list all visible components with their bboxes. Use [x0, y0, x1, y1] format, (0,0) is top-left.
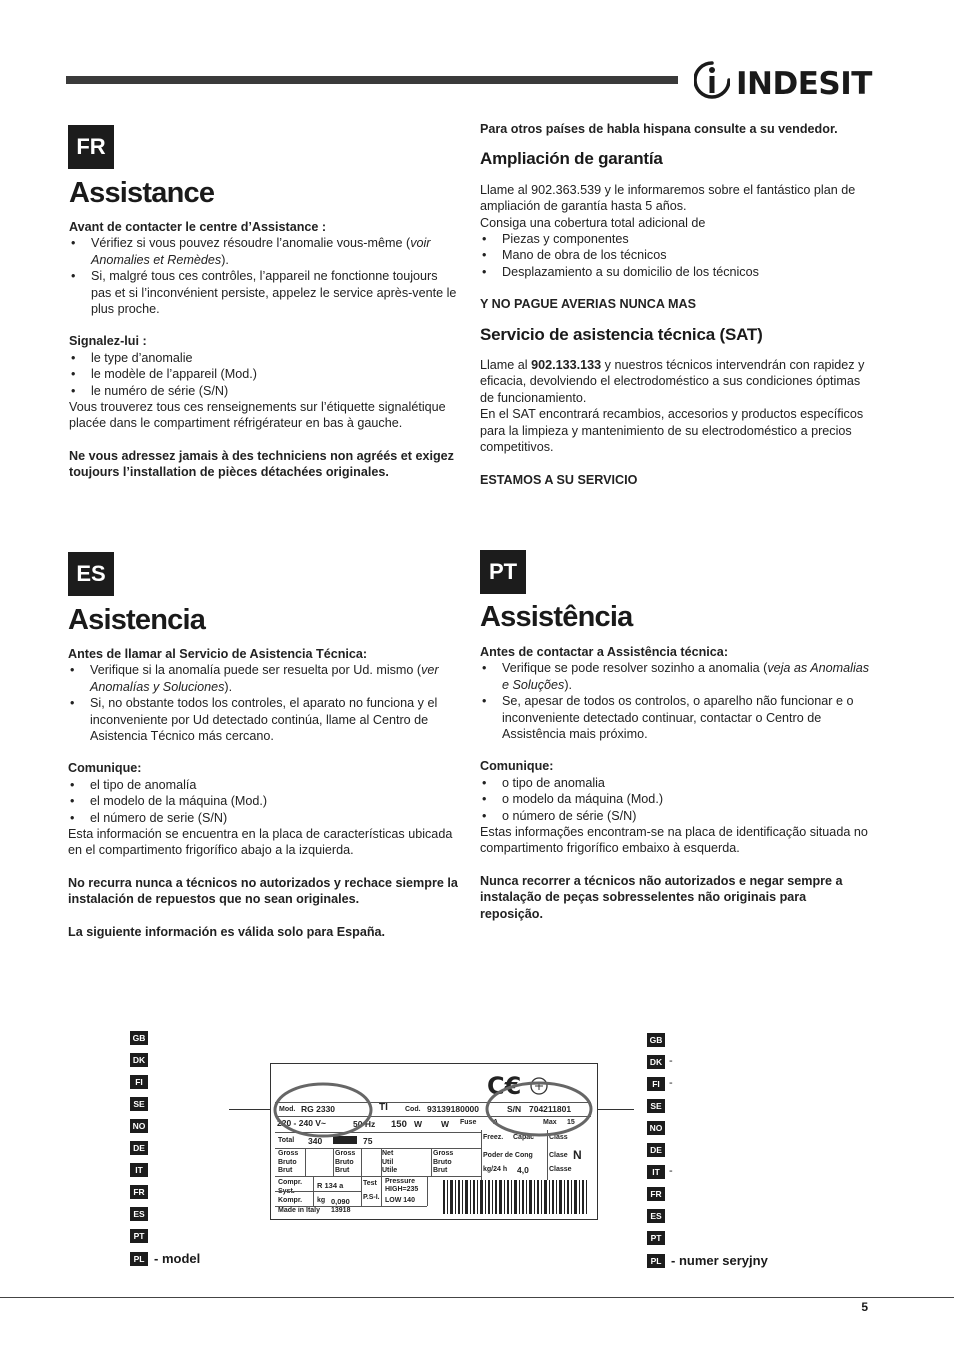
lang-code: PT [647, 1231, 665, 1245]
es-comunique: Comunique: [68, 761, 142, 776]
lang-list-right: GB DK - FI - SE NO DE IT - FR ES PT PL - numer seryjny [647, 1033, 768, 1268]
badge-fr: FR [68, 125, 114, 169]
lang-code: IT [647, 1165, 665, 1179]
pt-item: • o número de série (S/N) [480, 808, 872, 824]
lang-code: SE [130, 1097, 148, 1111]
section-es-services [480, 121, 872, 488]
lang-code: GB [647, 1033, 665, 1047]
lang-code: DE [130, 1141, 148, 1155]
ce-mark-icon: C€ [487, 1072, 522, 1100]
section-es [68, 646, 460, 940]
pt-bullet-1: • Verifique se pode resolver sozinho a anomalia (veja as Anomalias e Soluções). [480, 660, 872, 693]
fr-bullet-1: • Vérifiez si vous pouvez résoudre l’anomalie vous-même (voir Anomalies et Remèdes). [69, 235, 461, 268]
es-item: • el número de serie (S/N) [68, 810, 460, 826]
garantia-text-2: Consiga una cobertura total adicional de [480, 215, 706, 230]
pt-warning: Nunca recorrer a técnicos não autorizados e negar sempre a instalação de peças sobresselentes não originais para reposição. [480, 873, 843, 921]
heading-sat: Servicio de asistencia técnica (SAT) [480, 324, 763, 344]
rating-plate: C€ Mod. RG 2330 TI Cod. 93139180000 S/N 704211801 220 - 240 V~ 50 Hz 150 W W Fuse A Max 15 Total 340 75 Freez. Capac Class Gross Bruto Brut Gross Bruto Brut Net Util Utile Gross Bruto Brut Poder de Cong Clase N kg/24 h 4,0 Classe Compr. Kompr. R 134 a kg 0,090 Test P.S-I. Pressure HIGH=235 LOW 140 Made in Italy 13918 [270, 1063, 598, 1220]
lang-code: NO [130, 1119, 148, 1133]
page-number: 5 [861, 1300, 868, 1314]
garantia-item: • Piezas y componentes [480, 231, 872, 247]
lang-code: ES [130, 1207, 148, 1221]
model-caption: - model [154, 1251, 201, 1266]
lang-code: ES [647, 1209, 665, 1223]
header-rule [66, 76, 678, 84]
garantia-item: • Mano de obra de los técnicos [480, 247, 872, 263]
es-bullet-1: • Verifique si la anomalía puede ser resuelta por Ud. mismo (ver Anomalías y Soluciones). [68, 662, 460, 695]
brand-logo [694, 58, 872, 106]
lang-code: PL [130, 1252, 148, 1266]
title-pt: Assistência [480, 601, 633, 633]
fr-signal-item: • le numéro de série (S/N) [69, 383, 461, 399]
serial-caption: - numer seryjny [671, 1253, 768, 1268]
lang-code: FR [647, 1187, 665, 1201]
no-pague-text: Y NO PAGUE AVERIAS NUNCA MAS [480, 297, 696, 312]
es-item: • el tipo de anomalía [68, 777, 460, 793]
fr-signal-title: Signalez-lui : [69, 334, 147, 349]
lang-code: FI [647, 1077, 665, 1091]
footer-rule [0, 1297, 954, 1298]
cod-value: 93139180000 [427, 1104, 480, 1114]
title-fr: Assistance [69, 177, 215, 209]
es-intro: Antes de llamar al Servicio de Asistencia Técnica: [68, 647, 368, 661]
lang-code: NO [647, 1121, 665, 1135]
lang-code: GB [130, 1031, 148, 1045]
indesit-ring-icon [694, 60, 730, 100]
es-item: • el modelo de la máquina (Mod.) [68, 793, 460, 809]
section-fr [69, 219, 461, 481]
pt-item: • o modelo da máquina (Mod.) [480, 791, 872, 807]
lang-code: DK [130, 1053, 148, 1067]
es-bullet-2: • Si, no obstante todos los controles, el aparato no funciona y el inconveniente por Ud detectado continúa, llame al Centro de Asistencia Técnico más cercano. [68, 695, 460, 744]
es-spain-note: La siguiente información es válida solo para España. [68, 924, 386, 939]
lang-code: PT [130, 1229, 148, 1243]
sat-text-1: Llame al 902.133.133 y nuestros técnicos intervendrán con rapidez y eficacia, devolviendo el electrodoméstico a sus condiciones óptimas de funcionamiento. [480, 358, 865, 405]
fr-signal-item: • le modèle de l’appareil (Mod.) [69, 366, 461, 382]
es-warning: No recurra nunca a técnicos no autorizados y rechace siempre la instalación de repuestos que no sean originales. [68, 875, 458, 907]
pt-intro: Antes de contactar a Assistência técnica: [480, 645, 729, 659]
pt-comunique: Comunique: [480, 759, 554, 774]
garantia-text-1: Llame al 902.363.539 y le informaremos sobre el fantástico plan de ampliación de garantía hasta 5 años. [480, 182, 856, 214]
highlight-ellipses [271, 1064, 597, 1219]
fr-signal-item: • le type d’anomalie [69, 350, 461, 366]
model-value: RG 2330 [301, 1104, 336, 1114]
lang-code: DK [647, 1055, 665, 1069]
lang-list-left [130, 1031, 200, 1266]
pt-item: • o tipo de anomalia [480, 775, 872, 791]
lang-code: IT [130, 1163, 148, 1177]
section-pt [480, 644, 872, 922]
lang-code: FI [130, 1075, 148, 1089]
fr-warning: Ne vous adressez jamais à des techniciens non agréés et exigez toujours l’installation de pièces détachées originales. [69, 448, 454, 480]
pt-bullet-2: • Se, apesar de todos os controlos, o aparelho não funcionar e o inconveniente detectado continuar, contactar o Centro de Assistência mais próximo. [480, 693, 872, 742]
brand-name: INDESIT [736, 66, 872, 102]
sat-text-2: En el SAT encontrará recambios, accesorios y productos específicos para la limpieza y mantenimiento de su electrodoméstico a precios competitivos. [480, 407, 864, 455]
heading-garantia: Ampliación de garantía [480, 149, 663, 169]
es-top-note: Para otros países de habla hispana consulte a su vendedor. [480, 122, 838, 136]
badge-es: ES [68, 552, 114, 596]
fr-intro: Avant de contacter le centre d’Assistance : [69, 220, 327, 234]
fr-signal-note: Vous trouverez tous ces renseignements sur l’étiquette signalétique placée dans le compartiment réfrigérateur en bas à gauche. [69, 400, 446, 431]
sat-phone: 902.133.133 [531, 358, 602, 373]
pt-note: Estas informações encontram-se na placa de identificação situada no compartimento frigorífico embaixo à esquerda. [480, 825, 868, 856]
lang-code: PL [647, 1254, 665, 1268]
garantia-item: • Desplazamiento a su domicilio de los técnicos [480, 264, 872, 280]
serial-value: 704211801 [529, 1104, 572, 1114]
lang-code: DE [647, 1143, 665, 1157]
fr-bullet-2: • Si, malgré tous ces contrôles, l’appareil ne fonctionne toujours pas et si l’inconvénient persiste, appelez le service après-vente le plus proche. [69, 268, 461, 317]
es-note: Esta información se encuentra en la placa de características ubicada en el compartimento frigorífico abajo a la izquierda. [68, 827, 453, 858]
badge-pt: PT [480, 550, 526, 594]
title-es: Asistencia [68, 604, 206, 636]
lang-code: FR [130, 1185, 148, 1199]
lang-code: SE [647, 1099, 665, 1113]
servicio-text: ESTAMOS A SU SERVICIO [480, 472, 638, 487]
